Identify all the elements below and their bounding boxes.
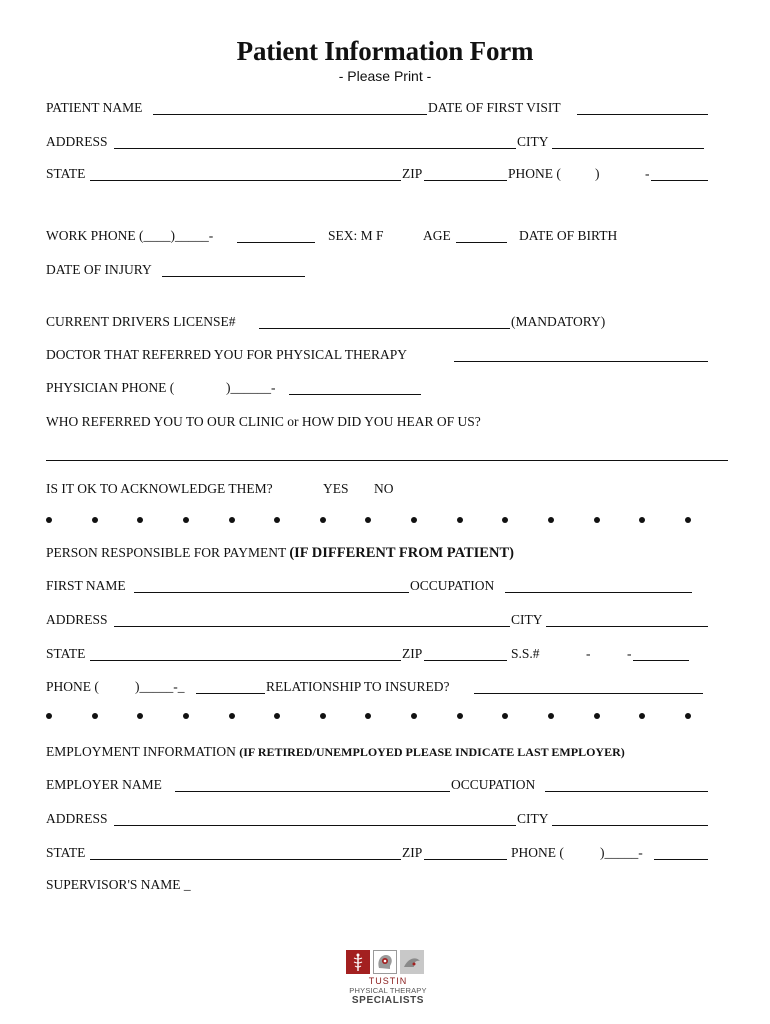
- physician-phone-field[interactable]: [289, 394, 421, 395]
- state-field[interactable]: [90, 180, 401, 181]
- bullet: [320, 517, 326, 523]
- acknowledge-question: IS IT OK TO ACKNOWLEDGE THEM?: [46, 481, 273, 496]
- logo-line-specialists: SPECIALISTS: [351, 995, 425, 1006]
- emp-occupation-field[interactable]: [545, 791, 708, 792]
- acknowledge-no[interactable]: NO: [374, 481, 394, 496]
- bullet: [411, 713, 417, 719]
- referring-doctor-label: DOCTOR THAT REFERRED YOU FOR PHYSICAL THERAPY: [46, 347, 408, 362]
- resp-address-label: ADDRESS: [46, 612, 108, 627]
- bullet: [137, 517, 143, 523]
- bullet: [365, 713, 371, 719]
- license-field[interactable]: [259, 328, 510, 329]
- bullet: [685, 517, 691, 523]
- resp-relationship-field[interactable]: [474, 693, 703, 694]
- bullet: [183, 713, 189, 719]
- emp-occupation-label: OCCUPATION: [451, 777, 536, 792]
- bullet: [92, 517, 98, 523]
- resp-relationship-label: RELATIONSHIP TO INSURED?: [266, 679, 450, 694]
- employment-heading: [46, 744, 625, 760]
- bullet: [502, 517, 508, 523]
- emp-address-label: ADDRESS: [46, 811, 108, 826]
- emp-phone-rest: )_____-: [600, 845, 643, 860]
- referral-question: WHO REFERRED YOU TO OUR CLINIC or HOW DID YOU HEAR OF US?: [46, 414, 481, 429]
- employer-name-label: EMPLOYER NAME: [46, 777, 162, 792]
- referring-doctor-field[interactable]: [454, 361, 708, 362]
- bullet: [594, 713, 600, 719]
- form-subtitle: - Please Print -: [338, 68, 432, 84]
- bullet: [457, 517, 463, 523]
- bullet: [46, 517, 52, 523]
- caduceus-icon: [346, 950, 370, 974]
- resp-ss-label: S.S.#: [511, 646, 540, 661]
- age-label: AGE: [423, 228, 451, 243]
- resp-state-field[interactable]: [90, 660, 401, 661]
- bullet-divider: [46, 713, 691, 719]
- bullet: [548, 517, 554, 523]
- sex-label[interactable]: SEX: M F: [328, 228, 384, 243]
- phone-field[interactable]: [651, 180, 708, 181]
- address-field[interactable]: [114, 148, 516, 149]
- emp-zip-field[interactable]: [424, 859, 507, 860]
- bullet: [365, 517, 371, 523]
- state-label: STATE: [46, 166, 86, 181]
- bullet: [320, 713, 326, 719]
- phone-dash: -: [645, 166, 650, 181]
- resp-occupation-label: OCCUPATION: [410, 578, 495, 593]
- zip-label: ZIP: [402, 166, 423, 181]
- bullet: [411, 517, 417, 523]
- resp-city-field[interactable]: [546, 626, 708, 627]
- resp-zip-field[interactable]: [424, 660, 507, 661]
- phone-close-paren: ): [595, 166, 600, 181]
- logo-line-physical-therapy: PHYSICAL THERAPY: [349, 986, 427, 995]
- bullet: [548, 713, 554, 719]
- patient-name-label: PATIENT NAME: [46, 100, 143, 115]
- resp-ss-dash1: -: [586, 646, 591, 661]
- bullet: [639, 517, 645, 523]
- emp-zip-label: ZIP: [402, 845, 423, 860]
- bullet: [137, 713, 143, 719]
- first-visit-label: DATE OF FIRST VISIT: [428, 100, 561, 115]
- work-phone-label: WORK PHONE (____)_____-: [46, 228, 214, 243]
- zip-field[interactable]: [424, 180, 507, 181]
- head-profile-icon: [373, 950, 397, 974]
- emp-state-field[interactable]: [90, 859, 401, 860]
- bullet: [457, 713, 463, 719]
- bullet: [639, 713, 645, 719]
- resp-city-label: CITY: [511, 612, 543, 627]
- form-title: Patient Information Form: [236, 36, 534, 66]
- bullet: [274, 517, 280, 523]
- logo-line-tustin: TUSTIN: [368, 976, 408, 986]
- resp-state-label: STATE: [46, 646, 86, 661]
- referral-answer-field[interactable]: [46, 460, 728, 461]
- resp-occupation-field[interactable]: [505, 592, 692, 593]
- bullet: [183, 517, 189, 523]
- mandatory-note: (MANDATORY): [511, 314, 606, 329]
- emp-phone-field[interactable]: [654, 859, 708, 860]
- bullet: [594, 517, 600, 523]
- employer-name-field[interactable]: [175, 791, 450, 792]
- bullet: [502, 713, 508, 719]
- emp-city-label: CITY: [517, 811, 549, 826]
- bullet: [46, 713, 52, 719]
- emp-city-field[interactable]: [552, 825, 708, 826]
- bullet: [685, 713, 691, 719]
- bullet: [229, 713, 235, 719]
- injury-date-label: DATE OF INJURY: [46, 262, 152, 277]
- resp-ss-field[interactable]: [633, 660, 689, 661]
- responsible-heading: [46, 545, 514, 562]
- physician-phone-rest: )______-: [226, 380, 276, 395]
- employment-heading-note: (IF RETIRED/UNEMPLOYED PLEASE INDICATE LAST EMPLOYER): [239, 745, 625, 759]
- bullet: [92, 713, 98, 719]
- age-field[interactable]: [456, 242, 507, 243]
- resp-phone-label: PHONE (: [46, 679, 99, 694]
- emp-state-label: STATE: [46, 845, 86, 860]
- employment-heading-text: EMPLOYMENT INFORMATION: [46, 744, 240, 759]
- dob-label: DATE OF BIRTH: [519, 228, 618, 243]
- injury-date-field[interactable]: [162, 276, 305, 277]
- resp-phone-rest: )_____-_: [135, 679, 185, 694]
- responsible-heading-note: (IF DIFFERENT FROM PATIENT): [289, 545, 514, 561]
- resp-first-name-field[interactable]: [134, 592, 409, 593]
- bullet-divider: [46, 517, 691, 523]
- resp-first-name-label: FIRST NAME: [46, 578, 126, 593]
- license-label: CURRENT DRIVERS LICENSE#: [46, 314, 236, 329]
- first-visit-field[interactable]: [577, 114, 708, 115]
- supervisor-name-label[interactable]: SUPERVISOR'S NAME _: [46, 877, 191, 892]
- acknowledge-yes[interactable]: YES: [323, 481, 349, 496]
- emp-phone-label: PHONE (: [511, 845, 564, 860]
- wave-icon: [400, 950, 424, 974]
- resp-phone-field[interactable]: [196, 693, 265, 694]
- resp-zip-label: ZIP: [402, 646, 423, 661]
- physician-phone-label: PHYSICIAN PHONE (: [46, 380, 175, 395]
- responsible-heading-text: PERSON RESPONSIBLE FOR PAYMENT: [46, 545, 290, 560]
- bullet: [274, 713, 280, 719]
- clinic-logo: [344, 950, 434, 1006]
- city-field[interactable]: [552, 148, 704, 149]
- resp-address-field[interactable]: [114, 626, 510, 627]
- bullet: [229, 517, 235, 523]
- city-label: CITY: [517, 134, 549, 149]
- work-phone-field[interactable]: [237, 242, 315, 243]
- resp-ss-dash2: -: [627, 646, 632, 661]
- emp-address-field[interactable]: [114, 825, 516, 826]
- patient-name-field[interactable]: [153, 114, 427, 115]
- phone-label: PHONE (: [508, 166, 561, 181]
- logo-icons: [346, 950, 434, 974]
- address-label: ADDRESS: [46, 134, 108, 149]
